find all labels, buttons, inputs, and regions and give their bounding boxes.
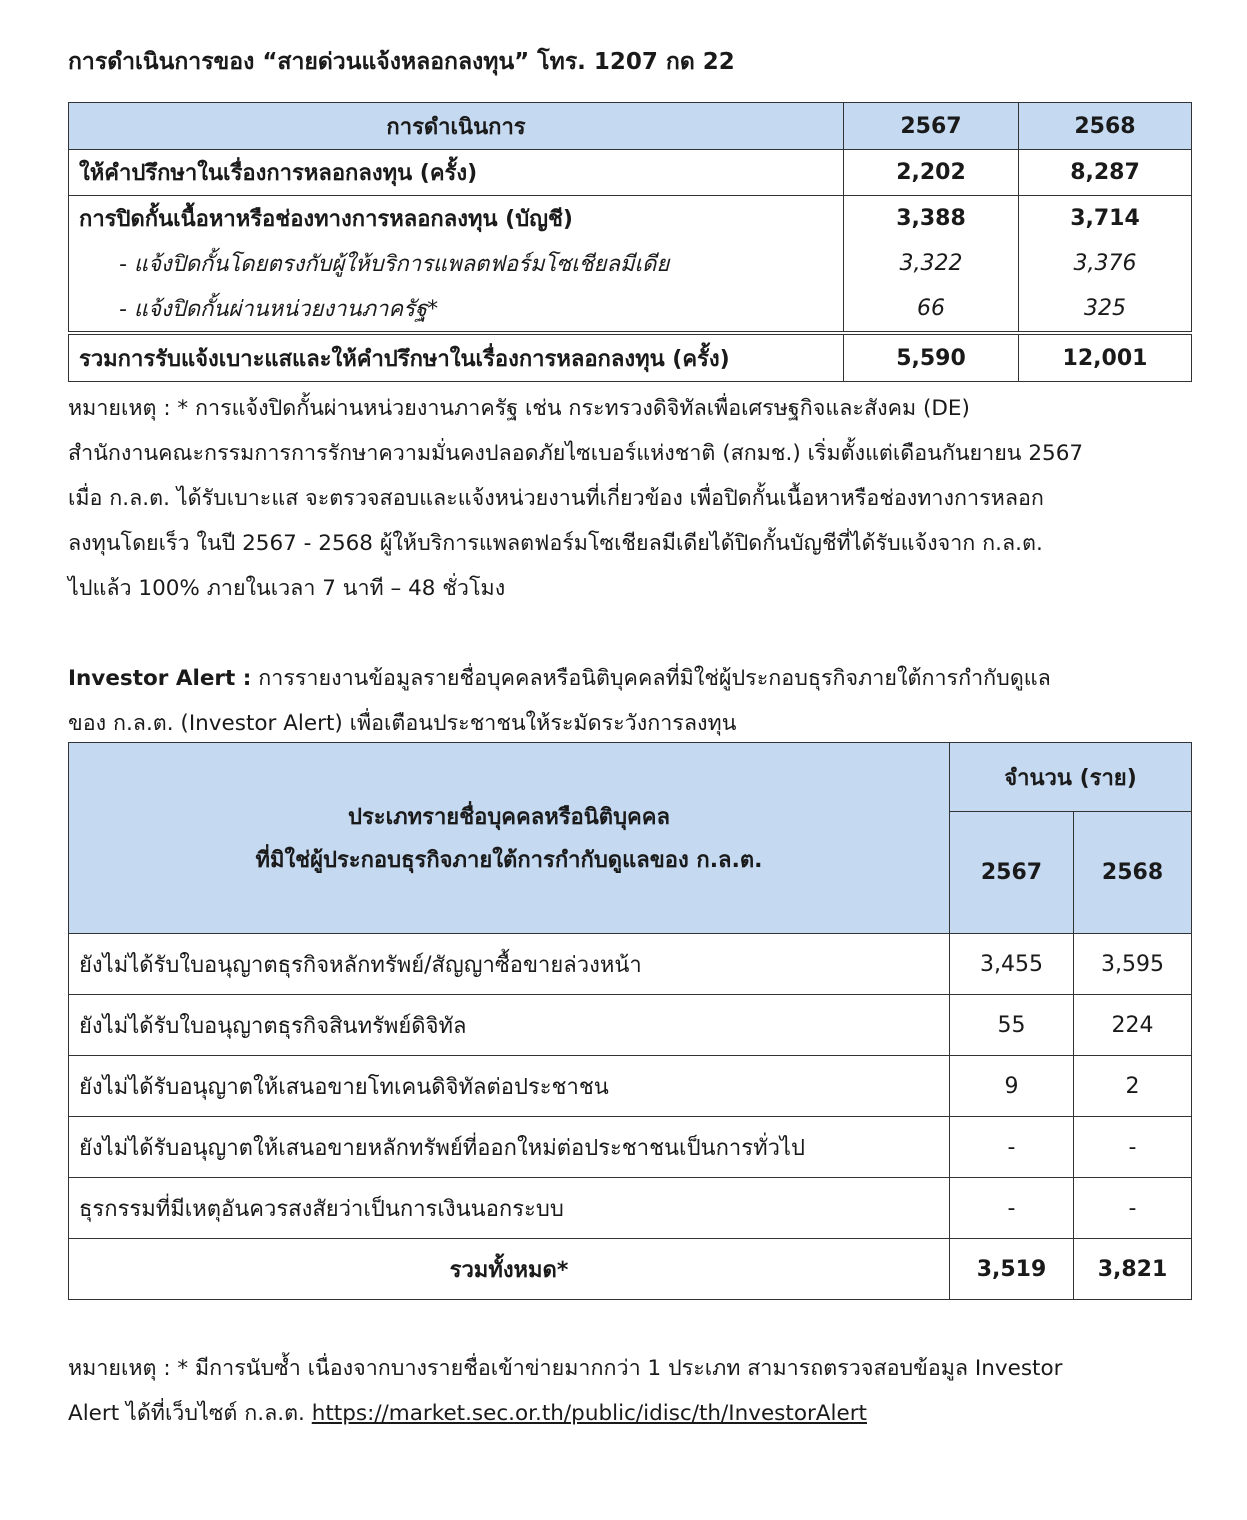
table-total-row xyxy=(69,333,1192,382)
investor-alert-table xyxy=(68,742,1192,1300)
value-2568: - xyxy=(1074,1178,1192,1239)
value-2568: 3,595 xyxy=(1074,934,1192,995)
value-2568: - xyxy=(1074,1117,1192,1178)
total-label: รวมทั้งหมด* xyxy=(69,1239,950,1300)
table-subrow xyxy=(69,241,1192,286)
investor-alert-intro xyxy=(68,656,1191,746)
header-count: จำนวน (ราย) xyxy=(950,743,1192,812)
row-label: ยังไม่ได้รับอนุญาตให้เสนอขายหลักทรัพย์ที่ออกใหม่ต่อประชาชนเป็นการทั่วไป xyxy=(69,1117,950,1178)
note-line: หมายเหตุ : * มีการนับซ้ำ เนื่องจากบางรายชื่อเข้าข่ายมากกว่า 1 ประเภท สามารถตรวจสอบข้อมูล Investor xyxy=(68,1356,1063,1381)
note-line: Alert ได้ที่เว็บไซต์ ก.ล.ต. xyxy=(68,1401,312,1426)
table-header-row xyxy=(69,743,1192,812)
header-year-2568: 2568 xyxy=(1074,812,1192,934)
table-row xyxy=(69,995,1192,1056)
value-2568: 8,287 xyxy=(1019,150,1192,196)
row-label: ธุรกรรมที่มีเหตุอันควรสงสัยว่าเป็นการเงินนอกระบบ xyxy=(69,1178,950,1239)
value-2567: 3,455 xyxy=(950,934,1074,995)
value-2567: - xyxy=(950,1178,1074,1239)
value-2567: - xyxy=(950,1117,1074,1178)
value-2568: 325 xyxy=(1019,286,1192,333)
total-2567: 5,590 xyxy=(844,333,1019,382)
header-type: ประเภทรายชื่อบุคคลหรือนิติบุคคล ที่มิใช่ผู้ประกอบธุรกิจภายใต้การกำกับดูแลของ ก.ล.ต. xyxy=(69,743,950,934)
value-2568: 224 xyxy=(1074,995,1192,1056)
note-line: เมื่อ ก.ล.ต. ได้รับเบาะแส จะตรวจสอบและแจ้งหน่วยงานที่เกี่ยวข้อง เพื่อปิดกั้นเนื้อหาหรือช่องทางการหลอก xyxy=(68,486,1044,511)
note-line: ลงทุนโดยเร็ว ในปี 2567 - 2568 ผู้ให้บริการแพลตฟอร์มโซเชียลมีเดียได้ปิดกั้นบัญชีที่ได้รับแจ้งจาก ก.ล.ต. xyxy=(68,531,1043,556)
value-2567: 2,202 xyxy=(844,150,1019,196)
table-row xyxy=(69,1056,1192,1117)
value-2568: 3,714 xyxy=(1019,196,1192,242)
total-2568: 3,821 xyxy=(1074,1239,1192,1300)
row-label: ให้คำปรึกษาในเรื่องการหลอกลงทุน (ครั้ง) xyxy=(69,150,844,196)
header-year-2567: 2567 xyxy=(950,812,1074,934)
row-label: ยังไม่ได้รับใบอนุญาตธุรกิจหลักทรัพย์/สัญญาซื้อขายล่วงหน้า xyxy=(69,934,950,995)
table-row xyxy=(69,1178,1192,1239)
table-subrow xyxy=(69,286,1192,333)
total-2567: 3,519 xyxy=(950,1239,1074,1300)
value-2567: 55 xyxy=(950,995,1074,1056)
hotline-note xyxy=(68,386,1191,611)
value-2568: 2 xyxy=(1074,1056,1192,1117)
header-year-2568: 2568 xyxy=(1019,103,1192,150)
investor-alert-label: Investor Alert : xyxy=(68,666,252,691)
note-line: ไปแล้ว 100% ภายในเวลา 7 นาที – 48 ชั่วโมง xyxy=(68,576,506,601)
table-header-row xyxy=(69,103,1192,150)
value-2567: 66 xyxy=(844,286,1019,333)
row-label: - แจ้งปิดกั้นโดยตรงกับผู้ให้บริการแพลตฟอร์มโซเชียลมีเดีย xyxy=(69,241,844,286)
table-row xyxy=(69,150,1192,196)
intro-text: การรายงานข้อมูลรายชื่อบุคคลหรือนิติบุคคลที่มิใช่ผู้ประกอบธุรกิจภายใต้การกำกับดูแล xyxy=(251,666,1051,691)
intro-text: ของ ก.ล.ต. (Investor Alert) เพื่อเตือนประชาชนให้ระมัดระวังการลงทุน xyxy=(68,711,737,736)
header-year-2567: 2567 xyxy=(844,103,1019,150)
section-title: การดำเนินการของ “สายด่วนแจ้งหลอกลงทุน” โทร. 1207 กด 22 xyxy=(68,49,735,75)
table-total-row xyxy=(69,1239,1192,1300)
value-2567: 3,322 xyxy=(844,241,1019,286)
header-operation: การดำเนินการ xyxy=(69,103,844,150)
investor-alert-note xyxy=(68,1346,1191,1436)
total-label: รวมการรับแจ้งเบาะแสและให้คำปรึกษาในเรื่องการหลอกลงทุน (ครั้ง) xyxy=(69,333,844,382)
note-line: หมายเหตุ : * การแจ้งปิดกั้นผ่านหน่วยงานภาครัฐ เช่น กระทรวงดิจิทัลเพื่อเศรษฐกิจและสังคม (DE) xyxy=(68,396,970,421)
total-2568: 12,001 xyxy=(1019,333,1192,382)
row-label: ยังไม่ได้รับใบอนุญาตธุรกิจสินทรัพย์ดิจิทัล xyxy=(69,995,950,1056)
row-label: ยังไม่ได้รับอนุญาตให้เสนอขายโทเคนดิจิทัลต่อประชาชน xyxy=(69,1056,950,1117)
hotline-operations-table xyxy=(68,102,1192,382)
table-row xyxy=(69,934,1192,995)
investor-alert-link[interactable]: https://market.sec.or.th/public/idisc/th/InvestorAlert xyxy=(311,1401,867,1426)
row-label: - แจ้งปิดกั้นผ่านหน่วยงานภาครัฐ* xyxy=(69,286,844,333)
value-2567: 9 xyxy=(950,1056,1074,1117)
value-2567: 3,388 xyxy=(844,196,1019,242)
value-2568: 3,376 xyxy=(1019,241,1192,286)
row-label: การปิดกั้นเนื้อหาหรือช่องทางการหลอกลงทุน (บัญชี) xyxy=(69,196,844,242)
table-row xyxy=(69,196,1192,242)
note-line: สำนักงานคณะกรรมการการรักษาความมั่นคงปลอดภัยไซเบอร์แห่งชาติ (สกมช.) เริ่มตั้งแต่เดือนกันยายน 2567 xyxy=(68,441,1084,466)
table-row xyxy=(69,1117,1192,1178)
